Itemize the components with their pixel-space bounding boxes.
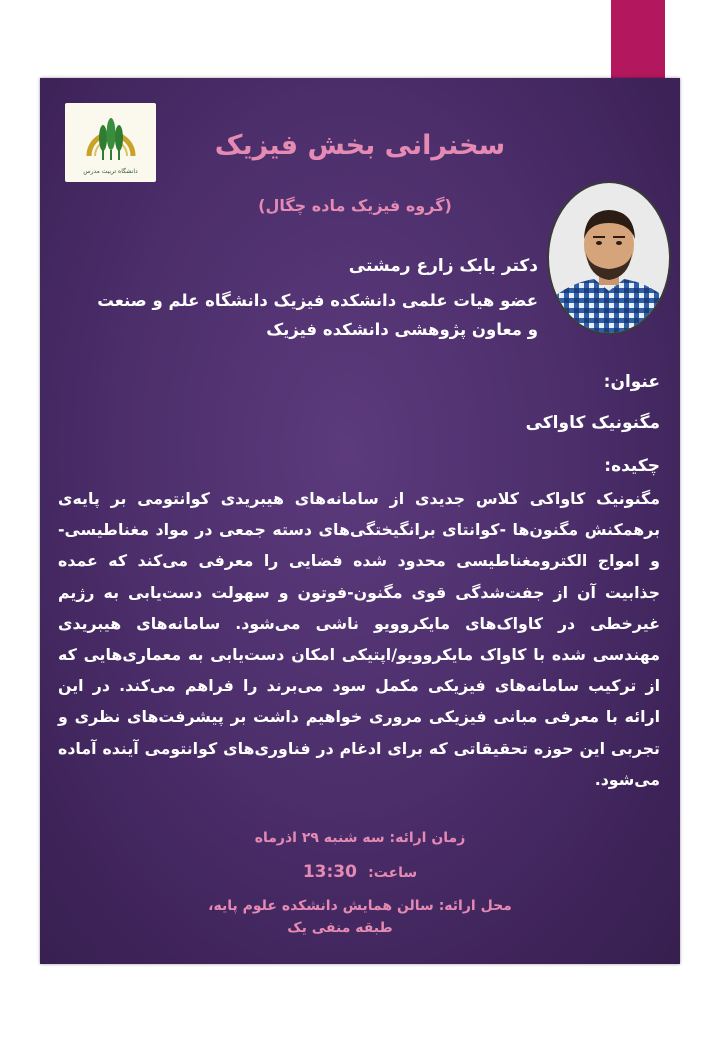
- logo-caption: دانشگاه تربیت مدرس: [83, 168, 138, 175]
- time-value: 13:30: [302, 862, 357, 882]
- university-emblem-icon: [81, 110, 141, 166]
- talk-venue-line-1: محل ارائه: سالن همایش دانشکده علوم پایه،: [208, 898, 512, 914]
- speaker-photo: [547, 181, 671, 335]
- speaker-name: دکتر بابک زارع رمشتی: [348, 256, 538, 276]
- poster-slide: [40, 78, 680, 964]
- abstract-text: مگنونیک کاواکی کلاس جدیدی از سامانه‌های هیبریدی کوانتومی بر پایه‌ی برهمکنش مگنون‌ها -کوانتای برانگیختگی‌های دسته جمعی در مواد مغناطیسی- و امواج الکترومغناطیسی محدود شده فضایی را معرفی می‌کند که عمده جذابیت آن از جفت‌شدگی قوی مگنون-فوتون و سهولت دست‌یابی به رژیم غیرخطی در کاواک‌های مایکروویو ناشی می‌شود. سامانه‌های هیبریدی مهندسی شده با کاواک مایکروویو/اپتیکی امکان دست‌یابی به معماری‌هایی که از ترکیب سامانه‌های فیزیکی مکمل سود می‌برند را فراهم می‌کند. در این ارائه با معرفی مبانی فیزیکی مروری خواهیم داشت بر پیشرفت‌های نظری و تجربی این حوزه تحقیقاتی که برای ادغام در فناوری‌های کوانتومی آینده آماده می‌شود.: [58, 489, 660, 789]
- affiliation-line-1: عضو هیات علمی دانشکده فیزیک دانشگاه علم و صنعت: [97, 291, 538, 310]
- talk-time: [180, 862, 540, 882]
- talk-venue-line-2: طبقه منفی یک: [287, 920, 393, 936]
- abstract-label: چکیده:: [604, 456, 660, 476]
- speaker-affiliation: [60, 286, 538, 344]
- affiliation-line-2: و معاون پژوهشی دانشکده فیزیک: [266, 320, 538, 339]
- poster-title: سخنرانی بخش فیزیک: [214, 130, 506, 161]
- time-label: ساعت:: [368, 865, 418, 881]
- talk-title-value: مگنونیک کاواکی: [525, 413, 660, 433]
- university-logo: [65, 103, 156, 182]
- talk-date: زمان ارائه: سه شنبه ۲۹ اذرماه: [254, 830, 466, 846]
- poster-subtitle: (گروه فیزیک ماده چگال): [258, 196, 452, 215]
- talk-title-label: عنوان:: [603, 372, 660, 392]
